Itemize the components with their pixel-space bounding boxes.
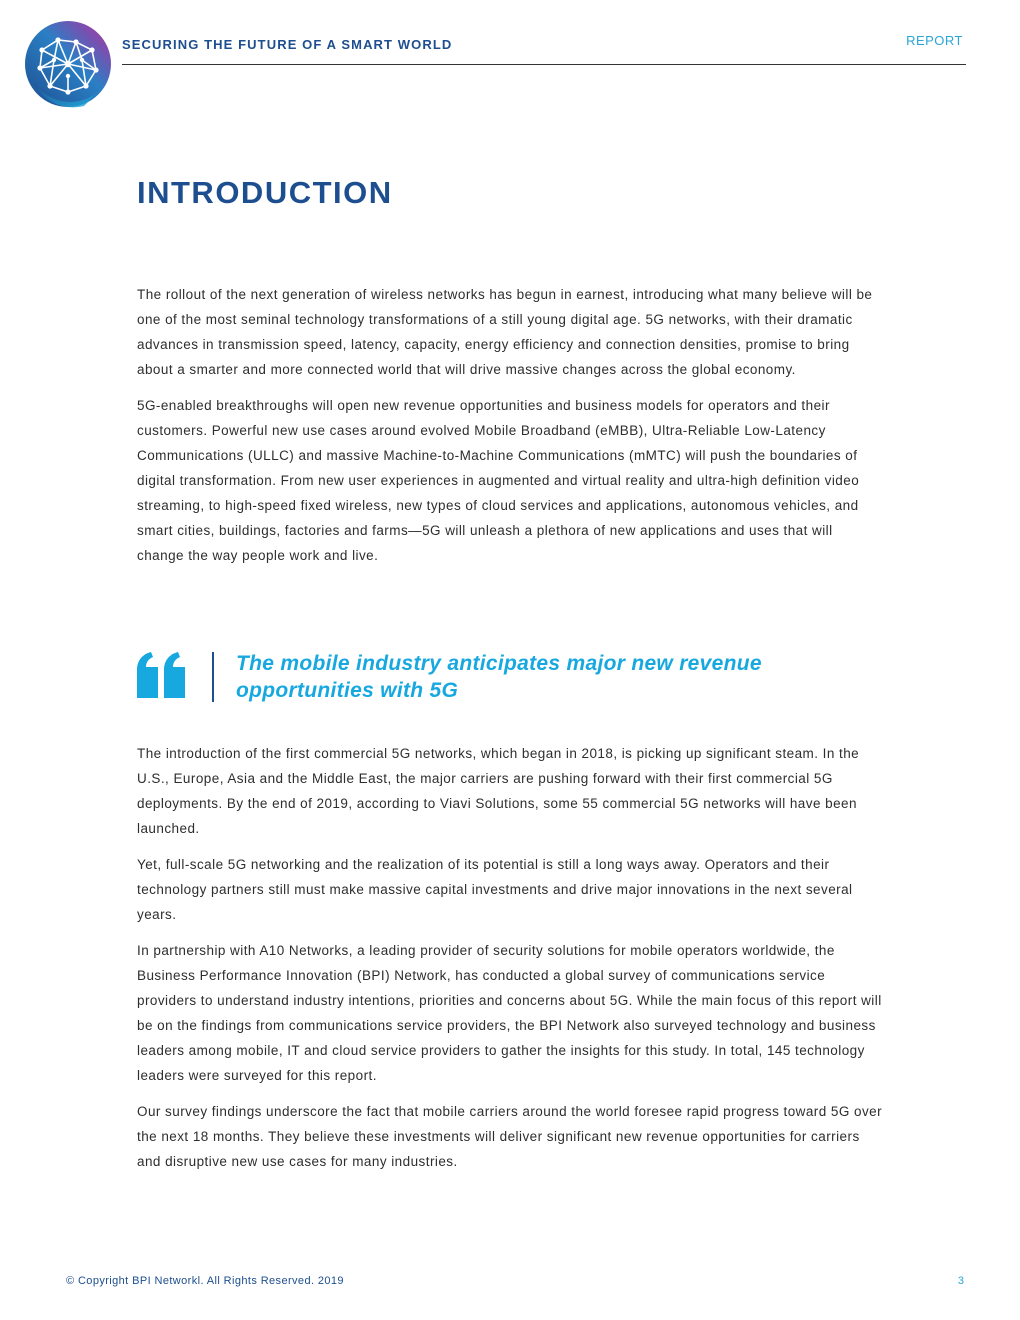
header-divider: [122, 64, 966, 65]
intro-text-block: [137, 282, 883, 579]
pull-quote: [134, 650, 894, 704]
paragraph: Yet, full-scale 5G networking and the realization of its potential is still a long ways away. Operators and their technology partners still must make massive capital investments and drive major innovations in the next several years.: [137, 857, 853, 922]
network-globe-icon: [24, 20, 112, 108]
quote-mark-icon: [134, 652, 188, 700]
paragraph: The rollout of the next generation of wireless networks has begun in earnest, introducing what many believe will be one of the most seminal technology transformations of a still young digital age. 5G networks, with their dramatic advances in transmission speed, latency, capacity, energy efficiency and connection densities, promise to bring about a smarter and more connected world that will drive massive changes across the global economy.: [137, 287, 873, 377]
header-report-tag: REPORT: [906, 33, 963, 48]
page-number: 3: [957, 1275, 964, 1287]
body-text-block: [137, 741, 883, 1185]
page-title: INTRODUCTION: [137, 175, 393, 210]
footer-copyright: © Copyright BPI Networkl. All Rights Reserved. 2019: [66, 1275, 344, 1287]
quote-divider: [212, 652, 214, 702]
pull-quote-text: The mobile industry anticipates major new revenue opportunities with 5G: [236, 652, 762, 702]
header-title: SECURING THE FUTURE OF A SMART WORLD: [122, 37, 453, 52]
paragraph: Our survey findings underscore the fact that mobile carriers around the world foresee rapid progress toward 5G over the next 18 months. They believe these investments will deliver significant new revenue opportunities for carriers and disruptive new use cases for many industries.: [137, 1104, 883, 1169]
paragraph: 5G-enabled breakthroughs will open new revenue opportunities and business models for operators and their customers. Powerful new use cases around evolved Mobile Broadband (eMBB), Ultra-Reliable Low-Latency Communications (ULLC) and massive Machine-to-Machine Communications (mMTC) will push the boundaries of digital transformation. From new user experiences in augmented and virtual reality and ultra-high definition video streaming, to high-speed fixed wireless, new types of cloud services and applications, autonomous vehicles, and smart cities, buildings, factories and farms—5G will unleash a plethora of new applications and uses that will change the way people work and live.: [137, 398, 860, 563]
paragraph: In partnership with A10 Networks, a leading provider of security solutions for mobile operators worldwide, the Business Performance Innovation (BPI) Network, has conducted a global survey of communications service providers to understand industry intentions, priorities and concerns about 5G. While the main focus of this report will be on the findings from communications service providers, the BPI Network also surveyed technology and business leaders among mobile, IT and cloud service providers to gather the insights for this study. In total, 145 technology leaders were surveyed for this report.: [137, 943, 882, 1083]
paragraph: The introduction of the first commercial 5G networks, which began in 2018, is picking up significant steam. In the U.S., Europe, Asia and the Middle East, the major carriers are pushing forward with their first commercial 5G deployments. By the end of 2019, according to Viavi Solutions, some 55 commercial 5G networks will have been launched.: [137, 746, 860, 836]
